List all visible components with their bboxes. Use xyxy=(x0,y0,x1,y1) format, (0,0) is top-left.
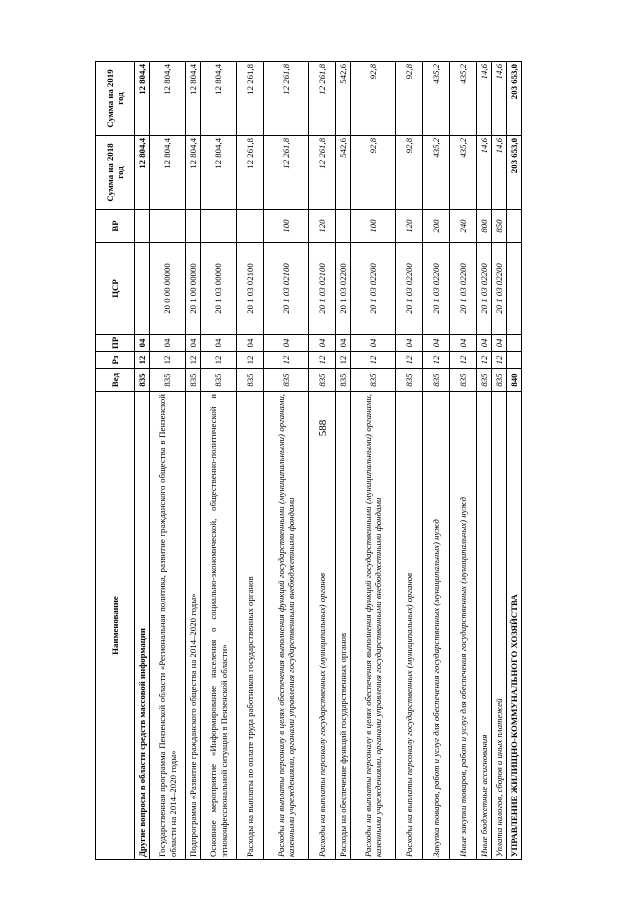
cell-sum-2019: 12 261,8 xyxy=(309,62,336,136)
cell-csr: 20 1 03 02200 xyxy=(423,243,450,335)
cell-ved: 835 xyxy=(477,369,492,392)
header-csr: ЦСР xyxy=(96,243,135,335)
cell-pr: 04 xyxy=(477,335,492,352)
cell-pr xyxy=(507,335,522,352)
cell-rz: 12 xyxy=(450,352,477,369)
cell-csr: 20 1 03 02100 xyxy=(309,243,336,335)
cell-sum-2018: 12 261,8 xyxy=(237,136,264,210)
cell-rz: 12 xyxy=(264,352,309,369)
cell-pr: 04 xyxy=(396,335,423,352)
cell-ved: 835 xyxy=(423,369,450,392)
table-header-row xyxy=(96,62,135,860)
cell-rz: 12 xyxy=(135,352,150,369)
cell-sum-2019: 12 804,4 xyxy=(186,62,201,136)
cell-sum-2018: 12 804,4 xyxy=(186,136,201,210)
cell-sum-2019: 435,2 xyxy=(450,62,477,136)
cell-sum-2019: 542,6 xyxy=(336,62,351,136)
cell-pr: 04 xyxy=(351,335,396,352)
cell-rz: 12 xyxy=(351,352,396,369)
cell-pr: 04 xyxy=(201,335,237,352)
cell-ved: 835 xyxy=(492,369,507,392)
cell-pr: 04 xyxy=(450,335,477,352)
cell-csr xyxy=(135,243,150,335)
cell-csr: 20 0 00 00000 xyxy=(150,243,186,335)
cell-sum-2018: 92,8 xyxy=(396,136,423,210)
cell-sum-2019: 14,6 xyxy=(477,62,492,136)
header-vr: ВР xyxy=(96,210,135,243)
table-row xyxy=(186,62,201,860)
cell-sum-2019: 12 261,8 xyxy=(264,62,309,136)
cell-pr: 04 xyxy=(264,335,309,352)
header-name: Наименование xyxy=(96,392,135,860)
cell-rz: 12 xyxy=(396,352,423,369)
cell-csr: 20 1 03 02200 xyxy=(477,243,492,335)
cell-sum-2018: 14,6 xyxy=(477,136,492,210)
cell-rz: 12 xyxy=(150,352,186,369)
cell-sum-2018: 542,6 xyxy=(336,136,351,210)
cell-ved: 835 xyxy=(396,369,423,392)
cell-name: Расходы на выплаты персоналу государственных (муниципальных) органов xyxy=(396,392,423,860)
cell-ved: 835 xyxy=(264,369,309,392)
cell-csr: 20 1 00 00000 xyxy=(186,243,201,335)
cell-sum-2018: 12 261,8 xyxy=(309,136,336,210)
table-row xyxy=(150,62,186,860)
table-row xyxy=(336,62,351,860)
cell-pr: 04 xyxy=(423,335,450,352)
cell-pr: 04 xyxy=(186,335,201,352)
cell-rz: 12 xyxy=(423,352,450,369)
cell-pr: 04 xyxy=(492,335,507,352)
cell-rz: 12 xyxy=(492,352,507,369)
cell-csr: 20 1 03 02200 xyxy=(492,243,507,335)
cell-rz: 12 xyxy=(309,352,336,369)
cell-pr: 04 xyxy=(150,335,186,352)
cell-csr: 20 1 03 02200 xyxy=(351,243,396,335)
cell-name: Уплата налогов, сборов и иных платежей xyxy=(492,392,507,860)
cell-vr xyxy=(237,210,264,243)
cell-sum-2019: 92,8 xyxy=(396,62,423,136)
table-row xyxy=(507,62,522,860)
cell-ved: 835 xyxy=(186,369,201,392)
table-body xyxy=(135,62,522,860)
cell-rz: 12 xyxy=(237,352,264,369)
cell-vr xyxy=(507,210,522,243)
cell-csr: 20 1 03 02200 xyxy=(336,243,351,335)
cell-vr: 120 xyxy=(396,210,423,243)
table-row xyxy=(492,62,507,860)
header-pr: ПР xyxy=(96,335,135,352)
cell-vr xyxy=(135,210,150,243)
cell-ved: 835 xyxy=(309,369,336,392)
cell-csr: 20 1 03 02100 xyxy=(237,243,264,335)
cell-name: Другие вопросы в области средств массовой информации xyxy=(135,392,150,860)
cell-csr: 20 1 03 02100 xyxy=(264,243,309,335)
table-row xyxy=(201,62,237,860)
rotated-table-container xyxy=(95,62,560,860)
cell-rz: 12 xyxy=(336,352,351,369)
cell-vr: 200 xyxy=(423,210,450,243)
cell-vr xyxy=(336,210,351,243)
cell-ved: 835 xyxy=(201,369,237,392)
cell-vr xyxy=(150,210,186,243)
table-row xyxy=(396,62,423,860)
cell-vr: 120 xyxy=(309,210,336,243)
cell-sum-2019: 14,6 xyxy=(492,62,507,136)
cell-sum-2018: 435,2 xyxy=(423,136,450,210)
header-sum-2019: Сумма на 2019 год xyxy=(96,62,135,136)
cell-vr xyxy=(186,210,201,243)
cell-sum-2019: 203 653,0 xyxy=(507,62,522,136)
cell-sum-2018: 203 653,0 xyxy=(507,136,522,210)
cell-sum-2018: 12 804,4 xyxy=(201,136,237,210)
cell-pr: 04 xyxy=(237,335,264,352)
table-row xyxy=(237,62,264,860)
cell-vr: 850 xyxy=(492,210,507,243)
cell-name: Подпрограмма «Развитие гражданского общества на 2014–2020 годы» xyxy=(186,392,201,860)
cell-name: Расходы на обеспечение функций государственных органов xyxy=(336,392,351,860)
cell-name: Расходы на выплаты по оплате труда работников государственных органов xyxy=(237,392,264,860)
cell-ved: 835 xyxy=(336,369,351,392)
cell-pr: 04 xyxy=(309,335,336,352)
cell-csr xyxy=(507,243,522,335)
cell-name: Государственная программа Пензенской области «Региональная политика, развитие гражданского общества в Пензенской области на 2014–2020 годы» xyxy=(150,392,186,860)
cell-vr: 800 xyxy=(477,210,492,243)
cell-sum-2018: 92,8 xyxy=(351,136,396,210)
cell-rz: 12 xyxy=(186,352,201,369)
cell-vr: 100 xyxy=(264,210,309,243)
cell-rz: 12 xyxy=(201,352,237,369)
cell-name: Закупка товаров, работ и услуг для обеспечения государственных (муниципальных) нужд xyxy=(423,392,450,860)
table-row xyxy=(309,62,336,860)
table-row xyxy=(477,62,492,860)
table-row xyxy=(450,62,477,860)
cell-sum-2018: 12 261,8 xyxy=(264,136,309,210)
cell-sum-2018: 14,6 xyxy=(492,136,507,210)
cell-name: Иные бюджетные ассигнования xyxy=(477,392,492,860)
cell-sum-2019: 435,2 xyxy=(423,62,450,136)
cell-pr: 04 xyxy=(135,335,150,352)
cell-name: Расходы на выплаты персоналу в целях обеспечения выполнения функций государственными (муниципальными) органами, казенными учреждениями, органами управления государственными внебюджетными фондами xyxy=(351,392,396,860)
cell-csr: 20 1 03 02200 xyxy=(450,243,477,335)
cell-rz: 12 xyxy=(477,352,492,369)
cell-ved: 835 xyxy=(450,369,477,392)
budget-table xyxy=(95,61,522,860)
cell-name: Основное мероприятие «Информирование населения о социально-экономической, общественно-политической и этноконфессиональной ситуации в Пензенской области» xyxy=(201,392,237,860)
header-sum-2018: Сумма на 2018 год xyxy=(96,136,135,210)
cell-sum-2019: 12 804,4 xyxy=(150,62,186,136)
cell-name: УПРАВЛЕНИЕ ЖИЛИЩНО-КОММУНАЛЬНОГО ХОЗЯЙСТВА xyxy=(507,392,522,860)
cell-vr: 100 xyxy=(351,210,396,243)
cell-vr xyxy=(201,210,237,243)
cell-pr: 04 xyxy=(336,335,351,352)
cell-csr: 20 1 03 02200 xyxy=(396,243,423,335)
cell-sum-2019: 12 804,4 xyxy=(201,62,237,136)
cell-ved: 835 xyxy=(237,369,264,392)
header-ved: Вед xyxy=(96,369,135,392)
cell-name: Расходы на выплаты персоналу в целях обеспечения выполнения функций государственными (муниципальными) органами, казенными учреждениями, органами управления государственными внебюджетными фондами xyxy=(264,392,309,860)
cell-sum-2019: 92,8 xyxy=(351,62,396,136)
cell-sum-2018: 12 804,4 xyxy=(135,136,150,210)
cell-sum-2018: 435,2 xyxy=(450,136,477,210)
cell-name: Расходы на выплаты персоналу государственных (муниципальных) органов xyxy=(309,392,336,860)
cell-sum-2019: 12 261,8 xyxy=(237,62,264,136)
cell-csr: 20 1 03 00000 xyxy=(201,243,237,335)
header-rz: Рз xyxy=(96,352,135,369)
table-row xyxy=(351,62,396,860)
table-row xyxy=(264,62,309,860)
cell-sum-2019: 12 804,4 xyxy=(135,62,150,136)
cell-vr: 240 xyxy=(450,210,477,243)
cell-ved: 835 xyxy=(150,369,186,392)
cell-sum-2018: 12 804,4 xyxy=(150,136,186,210)
cell-name: Иные закупки товаров, работ и услуг для обеспечения государственных (муниципальных) нужд xyxy=(450,392,477,860)
table-row xyxy=(135,62,150,860)
cell-rz xyxy=(507,352,522,369)
page-number: 588 xyxy=(317,419,329,437)
cell-ved: 835 xyxy=(351,369,396,392)
cell-ved: 840 xyxy=(507,369,522,392)
cell-ved: 835 xyxy=(135,369,150,392)
table-row xyxy=(423,62,450,860)
